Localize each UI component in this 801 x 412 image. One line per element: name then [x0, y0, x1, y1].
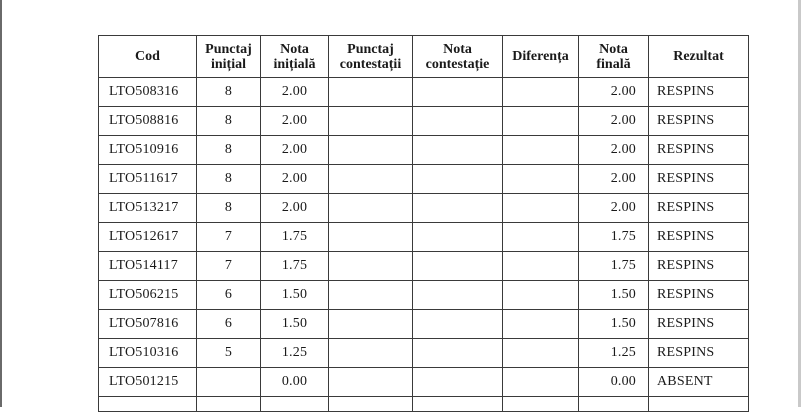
cell-nota-contestatie — [413, 339, 503, 368]
cell-diferenta — [503, 223, 579, 252]
cell-nota-initiala: 2.00 — [261, 136, 329, 165]
cell-nota-finala — [579, 397, 649, 412]
cell-cod: LTO512617 — [99, 223, 197, 252]
cell-rezultat — [649, 397, 749, 412]
cell-nota-contestatie — [413, 397, 503, 412]
cell-nota-contestatie — [413, 78, 503, 107]
cell-nota-contestatie — [413, 136, 503, 165]
cell-punctaj-initial — [197, 368, 261, 397]
cell-rezultat: RESPINS — [649, 165, 749, 194]
cell-diferenta — [503, 397, 579, 412]
cell-nota-initiala — [261, 397, 329, 412]
cell-punctaj-contestatii — [329, 165, 413, 194]
cell-punctaj-initial: 8 — [197, 194, 261, 223]
cell-nota-contestatie — [413, 165, 503, 194]
cell-cod: LTO501215 — [99, 368, 197, 397]
cell-punctaj-contestatii — [329, 194, 413, 223]
cell-rezultat: RESPINS — [649, 339, 749, 368]
table-row — [99, 136, 749, 165]
cell-nota-finala: 1.50 — [579, 310, 649, 339]
cell-nota-finala: 2.00 — [579, 165, 649, 194]
header-nota-finala: Nota finală — [579, 36, 649, 78]
cell-nota-initiala: 2.00 — [261, 194, 329, 223]
cell-nota-initiala: 2.00 — [261, 78, 329, 107]
cell-nota-finala: 1.75 — [579, 252, 649, 281]
cell-punctaj-contestatii — [329, 310, 413, 339]
header-nota-initiala: Nota inițială — [261, 36, 329, 78]
cell-nota-contestatie — [413, 310, 503, 339]
cell-rezultat: RESPINS — [649, 136, 749, 165]
cell-cod: LTO511617 — [99, 165, 197, 194]
cell-punctaj-initial: 6 — [197, 310, 261, 339]
table-row — [99, 368, 749, 397]
cell-cod: LTO513217 — [99, 194, 197, 223]
cell-diferenta — [503, 78, 579, 107]
cell-cod: LTO510916 — [99, 136, 197, 165]
cell-punctaj-contestatii — [329, 252, 413, 281]
cell-nota-contestatie — [413, 368, 503, 397]
cell-nota-contestatie — [413, 107, 503, 136]
cell-punctaj-initial: 8 — [197, 78, 261, 107]
results-table — [98, 35, 749, 412]
cell-punctaj-contestatii — [329, 281, 413, 310]
cell-nota-finala: 1.25 — [579, 339, 649, 368]
cell-punctaj-contestatii — [329, 368, 413, 397]
cell-cod: LTO508816 — [99, 107, 197, 136]
cell-rezultat: RESPINS — [649, 194, 749, 223]
cell-punctaj-contestatii — [329, 136, 413, 165]
header-punctaj-contestatii: Punctaj contestații — [329, 36, 413, 78]
cell-punctaj-contestatii — [329, 78, 413, 107]
cell-cod: LTO510316 — [99, 339, 197, 368]
cell-diferenta — [503, 368, 579, 397]
cell-punctaj-contestatii — [329, 339, 413, 368]
cell-nota-initiala: 1.75 — [261, 252, 329, 281]
header-rezultat: Rezultat — [649, 36, 749, 78]
cell-punctaj-initial: 8 — [197, 136, 261, 165]
cell-rezultat: RESPINS — [649, 310, 749, 339]
cell-rezultat: RESPINS — [649, 78, 749, 107]
cell-punctaj-initial: 8 — [197, 165, 261, 194]
cell-rezultat: RESPINS — [649, 252, 749, 281]
cell-punctaj-contestatii — [329, 223, 413, 252]
cell-diferenta — [503, 310, 579, 339]
table-row — [99, 107, 749, 136]
cell-nota-contestatie — [413, 194, 503, 223]
header-diferenta: Diferența — [503, 36, 579, 78]
cell-rezultat: RESPINS — [649, 223, 749, 252]
cell-nota-finala: 1.75 — [579, 223, 649, 252]
cell-punctaj-contestatii — [329, 397, 413, 412]
cell-diferenta — [503, 252, 579, 281]
cell-nota-initiala: 0.00 — [261, 368, 329, 397]
table-body — [99, 78, 749, 412]
cell-rezultat: RESPINS — [649, 281, 749, 310]
cell-cod: LTO508316 — [99, 78, 197, 107]
header-row — [99, 36, 749, 78]
cell-nota-initiala: 1.25 — [261, 339, 329, 368]
cell-diferenta — [503, 339, 579, 368]
cell-nota-finala: 2.00 — [579, 194, 649, 223]
cell-diferenta — [503, 281, 579, 310]
table-row — [99, 310, 749, 339]
cell-nota-initiala: 2.00 — [261, 165, 329, 194]
cell-nota-finala: 1.50 — [579, 281, 649, 310]
table-row — [99, 281, 749, 310]
table-row — [99, 78, 749, 107]
page-edge-left — [0, 0, 2, 407]
cell-diferenta — [503, 107, 579, 136]
cell-nota-initiala: 1.50 — [261, 281, 329, 310]
cell-cod: LTO514117 — [99, 252, 197, 281]
table-row — [99, 165, 749, 194]
cell-punctaj-initial: 7 — [197, 223, 261, 252]
cell-nota-finala: 2.00 — [579, 78, 649, 107]
cell-cod — [99, 397, 197, 412]
table-row — [99, 252, 749, 281]
cell-cod: LTO506215 — [99, 281, 197, 310]
table-row-cut-off — [99, 397, 749, 412]
table-row — [99, 194, 749, 223]
table-row — [99, 339, 749, 368]
cell-nota-finala: 2.00 — [579, 136, 649, 165]
cell-nota-initiala: 1.50 — [261, 310, 329, 339]
cell-diferenta — [503, 165, 579, 194]
cell-diferenta — [503, 136, 579, 165]
cell-nota-initiala: 1.75 — [261, 223, 329, 252]
cell-punctaj-initial: 6 — [197, 281, 261, 310]
cell-punctaj-initial: 7 — [197, 252, 261, 281]
cell-punctaj-initial — [197, 397, 261, 412]
cell-rezultat: ABSENT — [649, 368, 749, 397]
cell-rezultat: RESPINS — [649, 107, 749, 136]
cell-punctaj-initial: 8 — [197, 107, 261, 136]
cell-diferenta — [503, 194, 579, 223]
cell-nota-finala: 0.00 — [579, 368, 649, 397]
cell-nota-initiala: 2.00 — [261, 107, 329, 136]
cell-nota-contestatie — [413, 223, 503, 252]
cell-cod: LTO507816 — [99, 310, 197, 339]
cell-nota-contestatie — [413, 281, 503, 310]
cell-nota-finala: 2.00 — [579, 107, 649, 136]
table-row — [99, 223, 749, 252]
cell-punctaj-contestatii — [329, 107, 413, 136]
header-cod: Cod — [99, 36, 197, 78]
header-punctaj-initial: Punctaj inițial — [197, 36, 261, 78]
cell-punctaj-initial: 5 — [197, 339, 261, 368]
header-nota-contestatie: Nota contestație — [413, 36, 503, 78]
cell-nota-contestatie — [413, 252, 503, 281]
